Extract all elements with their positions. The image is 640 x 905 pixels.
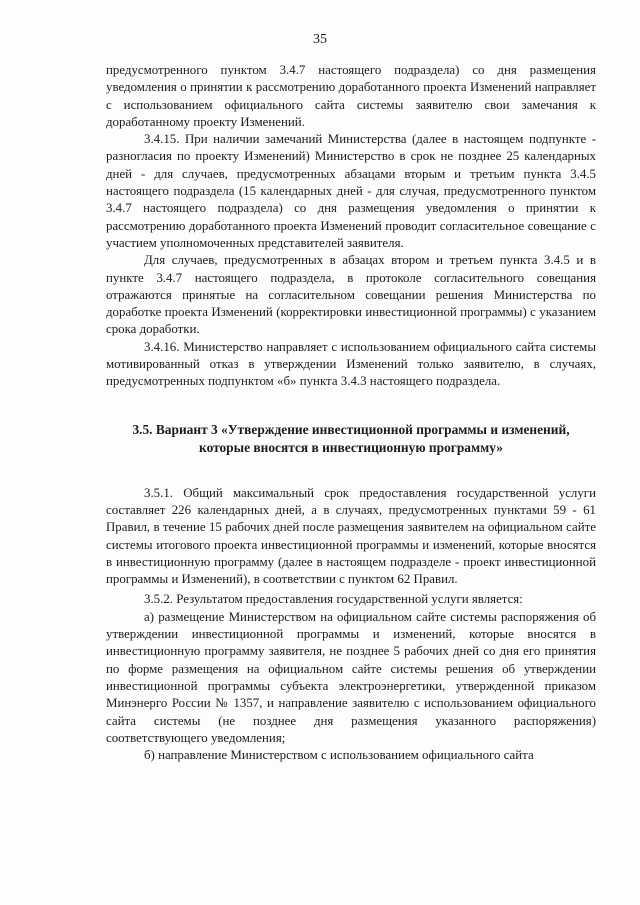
paragraph-disagreement-cases: Для случаев, предусмотренных в абзацах втором и третьем пункта 3.4.5 и в пункте 3.4.7 настоящего подраздела, в протоколе согласительного совещания отражаются принятые на согласительном совещании решения Министерства по доработке проекта Изменений (корректировки инвестиционной программы) с указанием срока доработки. [106, 253, 596, 337]
section-heading-3-5: 3.5. Вариант 3 «Утверждение инвестиционной программы и изменений, которые вносятся в инвестиционную программу» [132, 421, 570, 455]
document-body [106, 62, 596, 764]
paragraph-item-b: б) направление Министерством с использованием официального сайта [144, 748, 534, 763]
paragraph-3-5-2: 3.5.2. Результатом предоставления государственной услуги является: [144, 592, 523, 607]
paragraph-item-a: а) размещение Министерством на официальном сайте системы распоряжения об утверждении инвестиционной программы и изменений, которые вносятся в инвестиционную программу заявителя, не позднее 5 рабочих дней со дня его принятия по форме размещения на официальном сайте системы решения об утверждении инвестиционной программы субъекта электроэнергетики, утвержденной приказом Минэнерго России № 1357, и направление заявителю с использованием официального сайта системы (не позднее дня размещения указанного распоряжения) соответствующего уведомления; [106, 609, 596, 745]
page-number: 35 [313, 32, 327, 47]
paragraph-continuation: предусмотренного пунктом 3.4.7 настоящего подраздела) со дня размещения уведомления о принятии к рассмотрению доработанного проекта Изменений направляет с использованием официального сайта системы заявителю свои замечания к доработанному проекту Изменений. [106, 63, 596, 129]
paragraph-3-5-1: 3.5.1. Общий максимальный срок предоставления государственной услуги составляет 226 календарных дней, а в случаях, предусмотренных пунктами 59 - 61 Правил, в течение 15 рабочих дней после размещения заявителем на официальном сайте системы итогового проекта инвестиционной программы и изменений, которые вносятся в инвестиционную программу (далее в настоящем подразделе - проект инвестиционной программы и Изменений), в соответствии с пунктом 62 Правил. [106, 485, 596, 587]
paragraph-3-4-15: 3.4.15. При наличии замечаний Министерства (далее в настоящем подпункте - разногласия по проекту Изменений) Министерство в срок не позднее 25 календарных дней - для случаев, предусмотренных абзацами вторым и третьим пункта 3.4.5 настоящего подраздела (15 календарных дней - для случая, предусмотренного пунктом 3.4.7 настоящего подраздела) со дня размещения уведомления о принятии к рассмотрению доработанного проекта Изменений проводит согласительное совещание с участием уполномоченных представителей заявителя. [106, 132, 596, 250]
paragraph-3-4-16: 3.4.16. Министерство направляет с использованием официального сайта системы мотивированный отказ в утверждении Изменений только заявителю, в случаях, предусмотренных подпунктом «б» пункта 3.4.3 настоящего подраздела. [106, 339, 596, 389]
